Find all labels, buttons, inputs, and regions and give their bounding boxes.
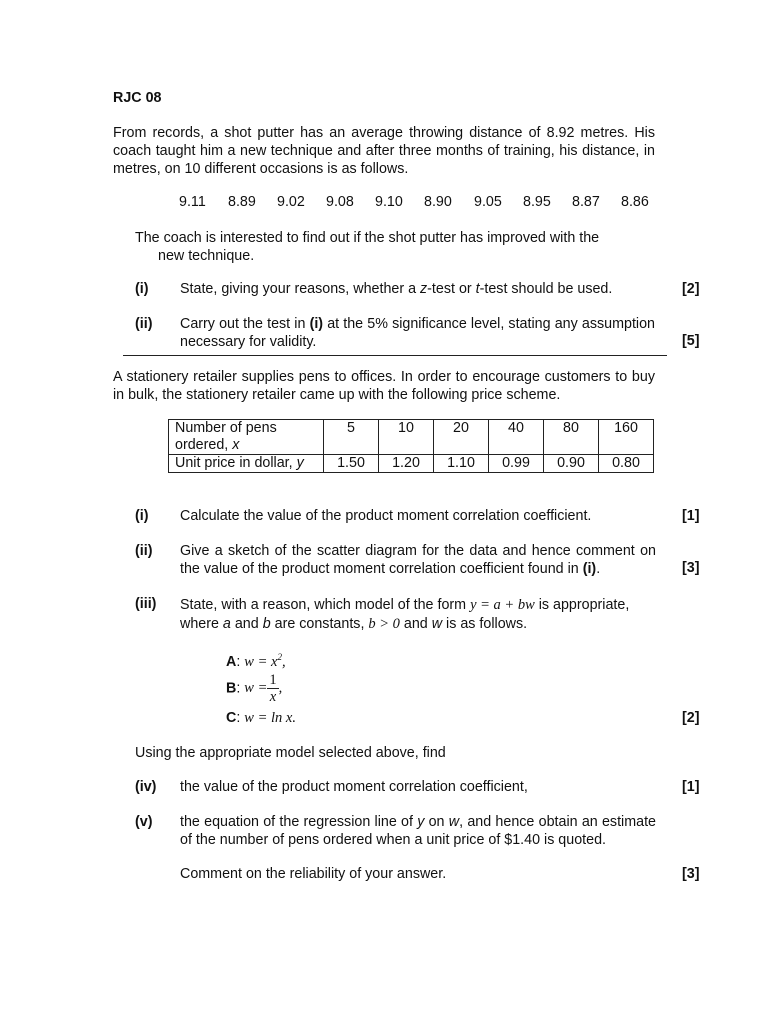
colon: : <box>236 680 245 697</box>
option-b <box>226 672 282 705</box>
q2-part-ii-text <box>180 543 656 578</box>
fraction-denominator: x <box>269 689 277 705</box>
table-cell: 1.50 <box>324 455 379 473</box>
option-label: B <box>226 680 237 697</box>
q1-part-i-marks: [2] <box>682 281 700 297</box>
text-segment: State, with a reason, which model of the form <box>180 597 471 613</box>
fraction-numerator: 1 <box>269 672 277 688</box>
text-segment: is as follows. <box>442 616 528 632</box>
text-segment: Unit price in dollar, <box>175 455 297 471</box>
q1-part-i-number: (i) <box>135 281 149 297</box>
text-segment: and <box>399 616 432 632</box>
bold-reference: (i) <box>582 560 597 577</box>
table-cell: 20 <box>434 420 489 455</box>
table-cell: 1.10 <box>434 455 489 473</box>
text-segment: ordered, <box>175 437 233 453</box>
option-expression: w = ln x <box>244 710 293 726</box>
text-segment: the equation of the regression line of <box>180 814 418 830</box>
italic-t: t <box>475 281 480 297</box>
label-line: Number of pens <box>175 420 277 436</box>
q1-data-value: 9.02 <box>277 194 305 210</box>
table-row-label <box>169 455 324 473</box>
q1-data-value: 8.90 <box>424 194 452 210</box>
text-segment: Carry out the test in <box>180 316 310 332</box>
fraction <box>267 672 278 705</box>
italic-z: z <box>420 281 428 297</box>
text-segment: are constants, <box>270 616 369 632</box>
q1-data-value: 9.10 <box>375 194 403 210</box>
option-a <box>226 652 286 671</box>
text-segment: -test or <box>427 281 476 297</box>
q2-part-v-text <box>180 814 656 849</box>
q2-part-iii-number: (iii) <box>135 596 157 612</box>
q1-part-ii-text <box>180 316 655 351</box>
italic-variable: y <box>296 455 304 471</box>
colon: : <box>236 653 245 670</box>
q1-data-value: 8.87 <box>572 194 600 210</box>
bold-reference: (i) <box>309 316 324 332</box>
q2-part-i-number: (i) <box>135 508 149 524</box>
table-cell: 10 <box>379 420 434 455</box>
table-cell: 160 <box>599 420 654 455</box>
table-row-label <box>169 420 324 455</box>
text-segment: at the 5% significance level, stating any assumption necessary for validity. <box>180 316 655 350</box>
text-segment: -test should be used. <box>479 281 613 297</box>
text-segment: is appropriate, <box>534 597 630 613</box>
text-line <box>180 596 680 615</box>
q1-data-value: 8.86 <box>621 194 649 210</box>
q1-context-line2: new technique. <box>158 248 255 264</box>
colon: : <box>236 710 245 726</box>
q2-part-iii-marks: [2] <box>682 710 700 726</box>
q1-data-value: 9.11 <box>179 194 206 210</box>
q2-part-i-marks: [1] <box>682 508 700 524</box>
section-divider <box>123 355 667 356</box>
table-cell: 5 <box>324 420 379 455</box>
italic-variable: b <box>262 616 271 632</box>
text-segment: . <box>596 560 601 577</box>
q2-using-text: Using the appropriate model selected above, find <box>135 745 446 761</box>
text-segment: , and hence obtain an estimate of the number of pens ordered when a unit price of $1.40 is quoted. <box>180 814 657 848</box>
q2-part-iv-number: (iv) <box>135 779 157 795</box>
italic-variable: w <box>448 814 460 830</box>
q2-part-v-marks: [3] <box>682 866 700 882</box>
italic-variable: a <box>222 616 231 632</box>
option-expression: w = x <box>244 653 278 670</box>
table-cell: 0.90 <box>544 455 599 473</box>
q1-data-value: 9.08 <box>326 194 354 210</box>
q2-part-iv-marks: [1] <box>682 779 700 795</box>
text-segment: and <box>230 616 263 632</box>
q2-part-iii-text <box>180 596 680 634</box>
italic-variable: y <box>417 814 425 830</box>
q2-part-iv-text: the value of the product moment correlation coefficient, <box>180 779 528 795</box>
comma: , <box>278 680 283 696</box>
table-cell: 80 <box>544 420 599 455</box>
q1-data-value: 8.95 <box>523 194 551 210</box>
option-label: A <box>226 653 237 670</box>
table-cell: 1.20 <box>379 455 434 473</box>
q2-part-v-comment: Comment on the reliability of your answer. <box>180 866 447 882</box>
label-line <box>175 437 317 454</box>
italic-variable: x <box>232 437 240 453</box>
q1-data-value: 9.05 <box>474 194 502 210</box>
question-heading: RJC 08 <box>113 90 162 106</box>
q1-part-ii-number: (ii) <box>135 316 153 332</box>
text-segment: Give a sketch of the scatter diagram for the data and hence comment on the value of the product moment correlation coefficient found in <box>180 543 656 577</box>
table-cell: 0.99 <box>489 455 544 473</box>
table-row <box>169 420 654 455</box>
condition-expression: b > 0 <box>368 616 400 632</box>
model-equation: y = a + bw <box>470 597 535 613</box>
option-expression: w = <box>244 680 268 696</box>
q1-context-line1: The coach is interested to find out if the shot putter has improved with the <box>135 230 600 246</box>
table-cell: 40 <box>489 420 544 455</box>
q2-part-i-text: Calculate the value of the product moment correlation coefficient. <box>180 508 592 524</box>
exponent: 2 <box>277 652 282 662</box>
q1-part-i-text <box>180 281 655 299</box>
table-row <box>169 455 654 473</box>
q1-context <box>135 229 655 265</box>
comma: , <box>281 653 286 670</box>
period: . <box>292 710 296 726</box>
q1-data-value: 8.89 <box>228 194 256 210</box>
q1-part-ii-marks: [5] <box>682 333 700 349</box>
q2-part-ii-marks: [3] <box>682 560 700 576</box>
option-c <box>226 710 296 727</box>
table-cell: 0.80 <box>599 455 654 473</box>
italic-variable: w <box>431 616 443 632</box>
q2-part-ii-number: (ii) <box>135 543 153 559</box>
text-line <box>180 615 680 634</box>
q1-intro: From records, a shot putter has an average throwing distance of 8.92 metres. His coach taught him a new technique and after three months of training, his distance, in metres, on 10 different occasions is as follows. <box>113 125 655 177</box>
text-segment: State, giving your reasons, whether a <box>180 281 421 297</box>
text-segment: on <box>424 814 449 830</box>
text-segment: where <box>180 616 223 632</box>
q2-part-v-number: (v) <box>135 814 153 830</box>
option-label: C <box>226 710 237 726</box>
price-table <box>168 419 654 473</box>
q2-intro: A stationery retailer supplies pens to offices. In order to encourage customers to buy in bulk, the stationery retailer came up with the following price scheme. <box>113 369 655 403</box>
